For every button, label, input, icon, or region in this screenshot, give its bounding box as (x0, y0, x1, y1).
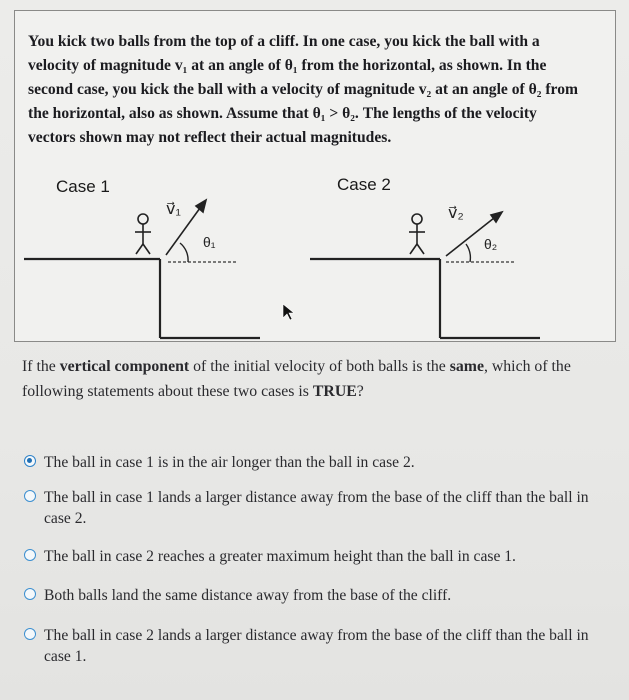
case-2-label: Case 2 (337, 175, 391, 194)
answer-option-5-label: The ball in case 2 lands a larger distance away from the base of the cliff than the ball in case 1. (44, 627, 589, 665)
question-prompt (22, 354, 612, 404)
case-2-kicker-figure (409, 214, 425, 254)
prompt-text-4: ? (356, 383, 364, 400)
prompt-emphasis-true: TRUE (312, 383, 357, 400)
case-1-cliff (24, 259, 260, 338)
mouse-cursor-icon (283, 304, 294, 320)
answer-option-2-label: The ball in case 1 lands a larger distance away from the base of the cliff than the ball in case 2. (44, 489, 589, 527)
radio-button[interactable] (24, 588, 36, 600)
prompt-text-2: of the initial velocity of both balls is the (189, 358, 450, 375)
answer-option-4-label: Both balls land the same distance away from the base of the cliff. (44, 587, 452, 604)
question-text: You kick two balls from the top of a cliff. In one case, you kick the ball with a velocity of magnitude v₁ at an angle of θ₁ from the horizontal, as shown. In the second case, you kick the ball with a velocity of magnitude v₂ at an angle of θ₂ from the horizontal, also as shown. Assume that θ₁ > θ₂. The lengths of the velocity vectors shown may not reflect their actual magnitudes. (28, 33, 578, 146)
case-2-vector-label: v⃗₂ (448, 205, 464, 222)
radio-button[interactable] (24, 490, 36, 502)
prompt-emphasis-same: same (449, 358, 484, 375)
case-1-vector-label: v⃗₁ (166, 201, 181, 218)
answer-option-3-label: The ball in case 2 reaches a greater maximum height than the ball in case 1. (44, 548, 516, 565)
prompt-emphasis-vertical-component: vertical component (59, 358, 190, 375)
case-1-kicker-figure (135, 214, 151, 254)
prompt-text-1: If the (22, 358, 60, 375)
prompt-text-3: , which of the following statements about these two cases is (22, 358, 571, 400)
answer-option-1-label: The ball in case 1 is in the air longer than the ball in case 2. (44, 454, 415, 471)
case-2-cliff (310, 259, 540, 338)
radio-button[interactable] (24, 549, 36, 561)
case-1-angle-label: θ₁ (203, 234, 216, 250)
case-1-angle-arc (180, 243, 188, 262)
case-2-angle-label: θ₂ (484, 236, 498, 252)
case-2-angle-arc (466, 244, 470, 262)
case-1-label: Case 1 (56, 177, 110, 196)
radio-button-selected[interactable] (24, 455, 36, 467)
radio-button[interactable] (24, 628, 36, 640)
